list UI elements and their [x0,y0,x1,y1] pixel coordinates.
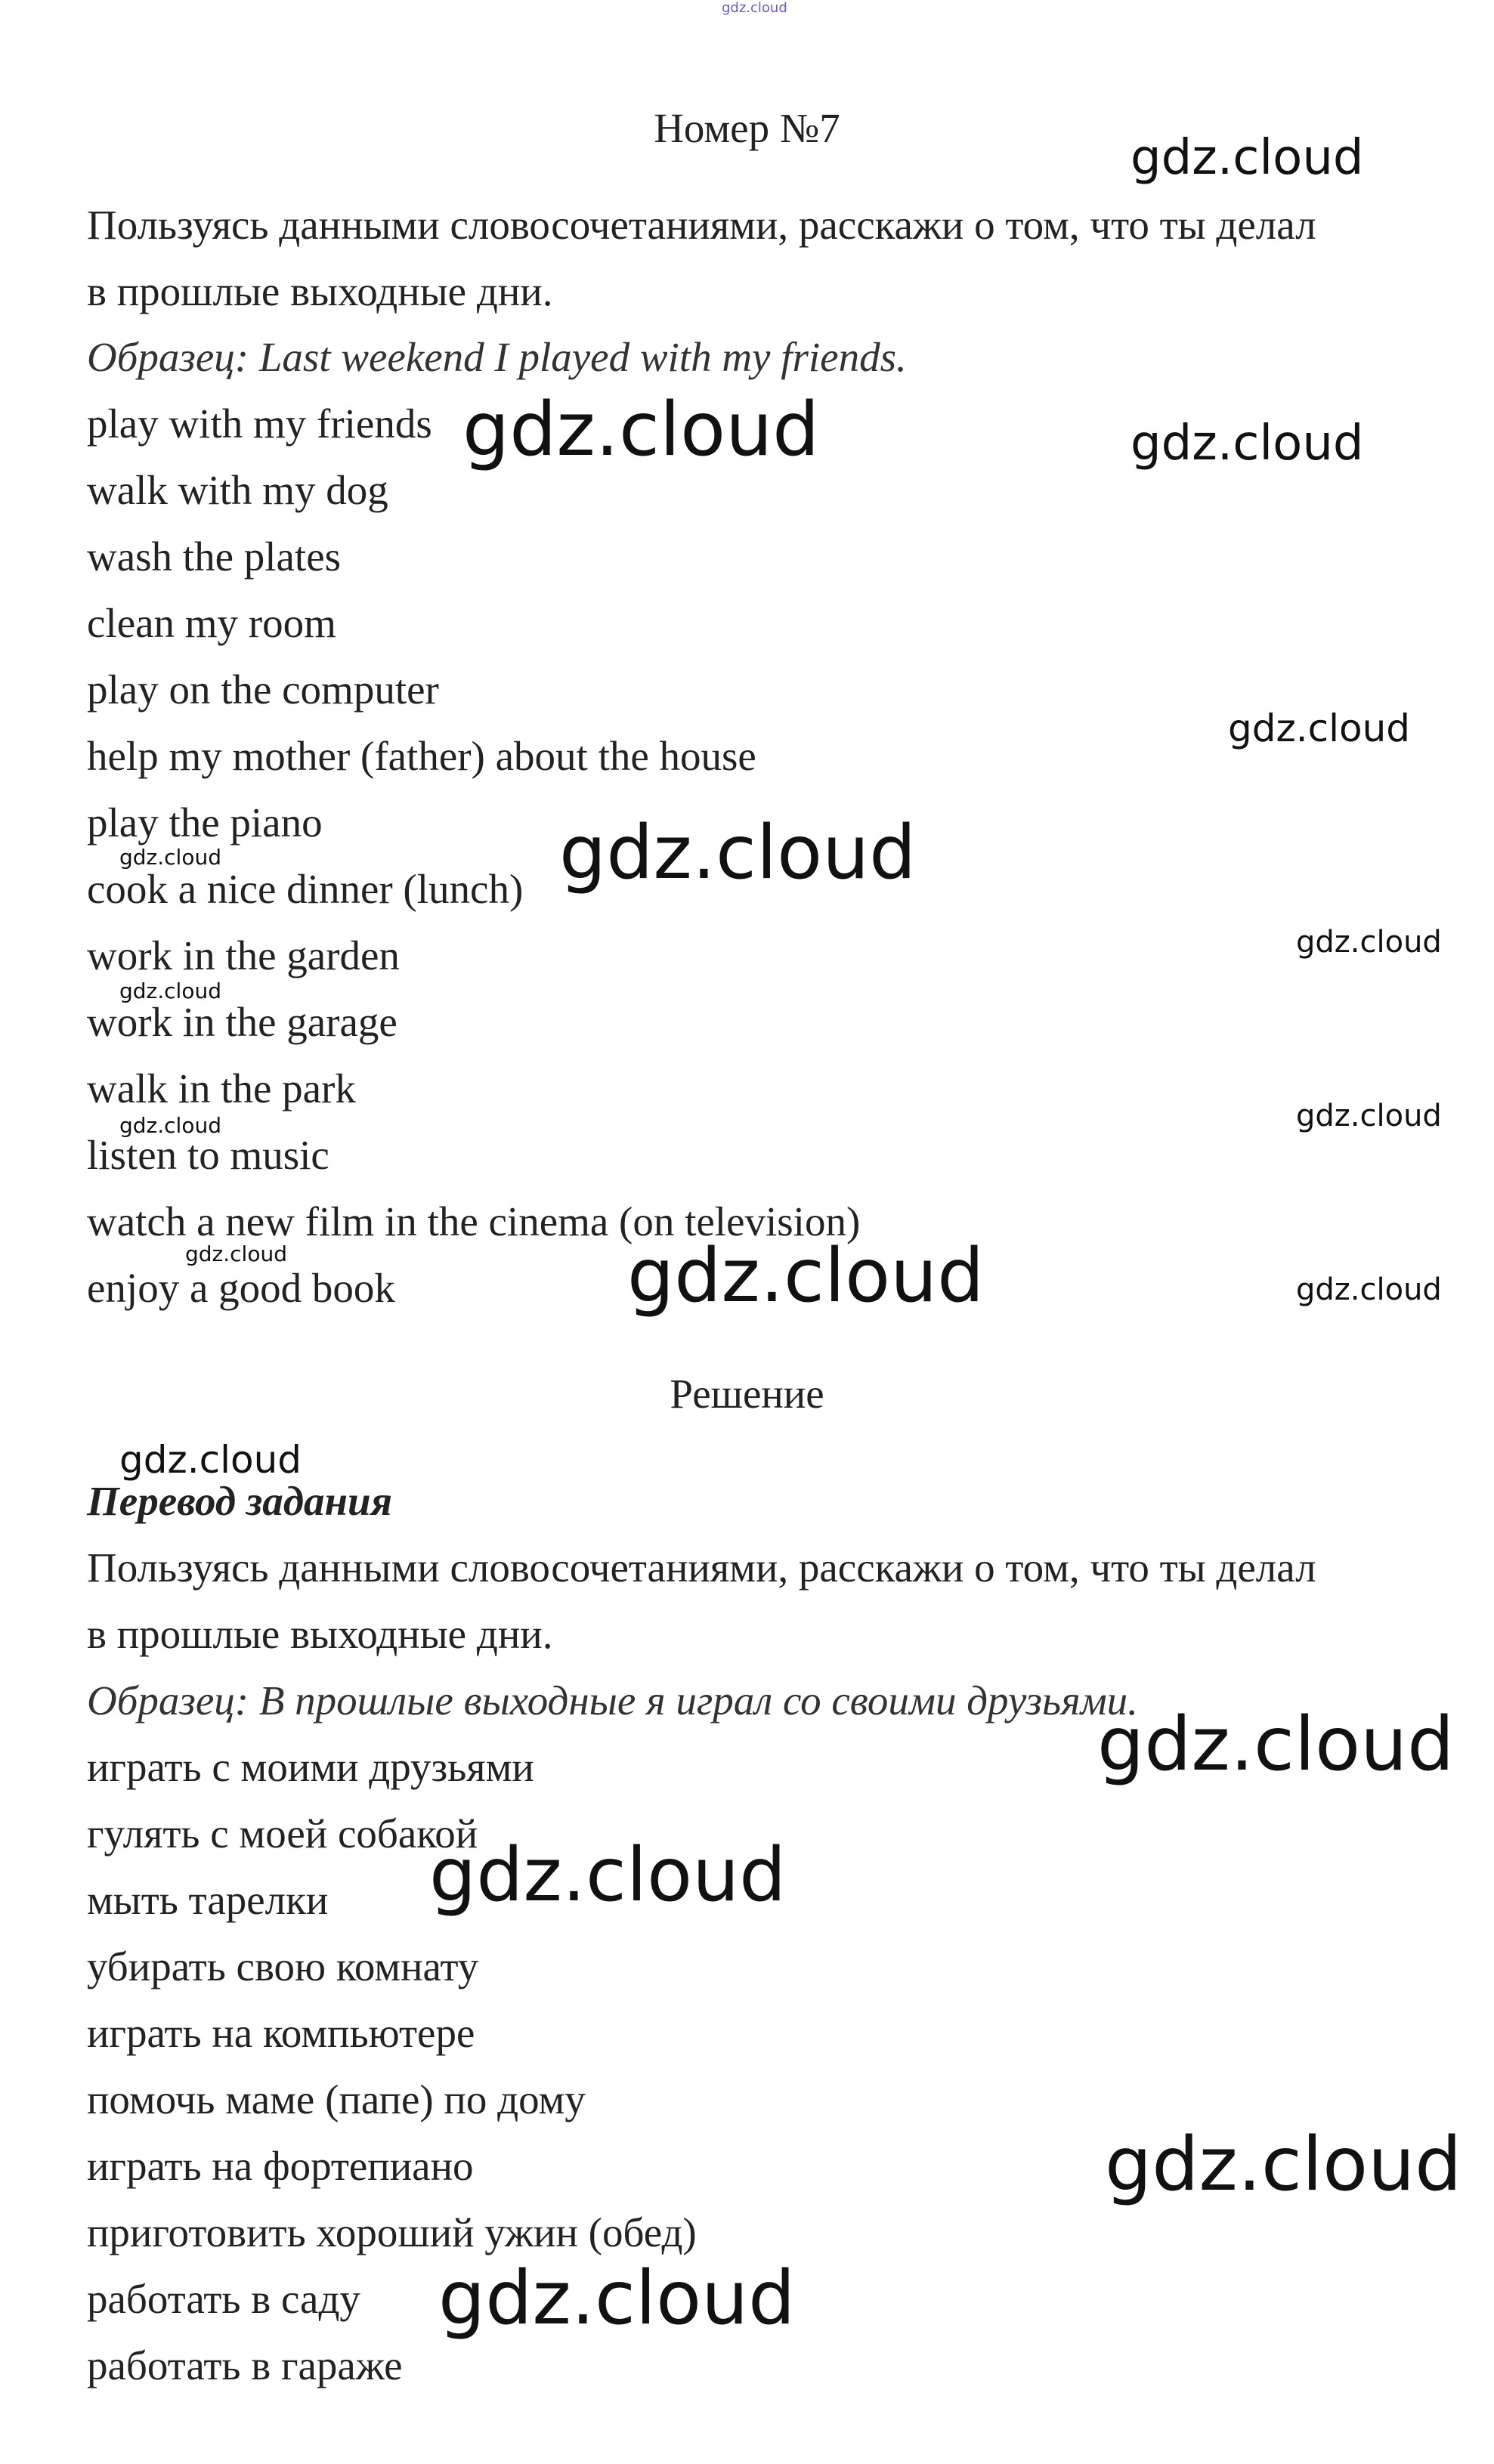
phrase-en: play on the computer [87,666,439,713]
watermark: gdz.cloud [119,845,221,870]
phrase-en: help my mother (father) about the house [87,733,756,779]
task-example: Образец: Last weekend I played with my friends. [87,334,907,380]
phrase-en: cook a nice dinner (lunch) [87,866,524,912]
phrase-en: enjoy a good book [87,1265,395,1311]
watermark: gdz.cloud [438,2255,796,2342]
watermark: gdz.cloud [429,1832,787,1918]
phrase-ru: мыть тарелки [87,1877,329,1923]
watermark: gdz.cloud [1296,1272,1442,1307]
watermark: gdz.cloud [1228,706,1411,750]
phrase-en: play with my friends [87,400,432,447]
phrase-en: listen to music [87,1132,329,1178]
watermark: gdz.cloud [1105,2122,1462,2208]
phrase-ru: помочь маме (папе) по дому [87,2076,586,2122]
phrase-en: walk with my dog [87,467,388,513]
watermark: gdz.cloud [1131,130,1364,186]
watermark: gdz.cloud [1296,1099,1442,1133]
watermark: gdz.cloud [119,1113,221,1138]
phrase-ru: гулять с моей собакой [87,1810,478,1857]
phrase-ru: играть с моими друзьями [87,1744,534,1790]
phrase-en: watch a new film in the cinema (on television) [87,1198,861,1244]
watermark: gdz.cloud [1097,1702,1455,1788]
watermark: gdz.cloud [1131,416,1364,471]
watermark: gdz.cloud [119,978,221,1003]
top-watermark: gdz.cloud [722,0,787,16]
phrase-en: walk in the park [87,1065,356,1111]
watermark: gdz.cloud [119,1438,302,1482]
phrase-en: work in the garden [87,932,400,978]
phrase-ru: приготовить хороший ужин (обед) [87,2209,697,2255]
watermark: gdz.cloud [462,387,820,473]
solution-heading: Решение [670,1371,824,1417]
phrase-en: play the piano [87,799,323,846]
phrase-en: work in the garage [87,999,397,1045]
translation-line-2: в прошлые выходные дни. [87,1611,553,1657]
phrase-ru: играть на компьютере [87,2010,475,2056]
phrase-ru: играть на фортепиано [87,2143,474,2189]
page-title: Номер №7 [654,105,840,151]
phrase-en: clean my room [87,600,336,646]
translation-heading: Перевод задания [87,1478,392,1524]
phrase-ru: работать в гараже [87,2342,403,2388]
translation-line-1: Пользуясь данными словосочетаниями, расскажи о том, что ты делал [87,1544,1316,1591]
phrase-ru: убирать свою комнату [87,1943,479,1989]
translation-example: Образец: В прошлые выходные я играл со своими друзьями. [87,1677,1138,1724]
phrase-ru: работать в саду [87,2276,360,2322]
task-line-2: в прошлые выходные дни. [87,268,553,314]
watermark: gdz.cloud [185,1241,287,1266]
watermark: gdz.cloud [627,1233,985,1319]
watermark: gdz.cloud [559,810,917,896]
phrase-en: wash the plates [87,533,342,580]
task-line-1: Пользуясь данными словосочетаниями, расскажи о том, что ты делал [87,202,1316,248]
watermark: gdz.cloud [1296,925,1442,960]
